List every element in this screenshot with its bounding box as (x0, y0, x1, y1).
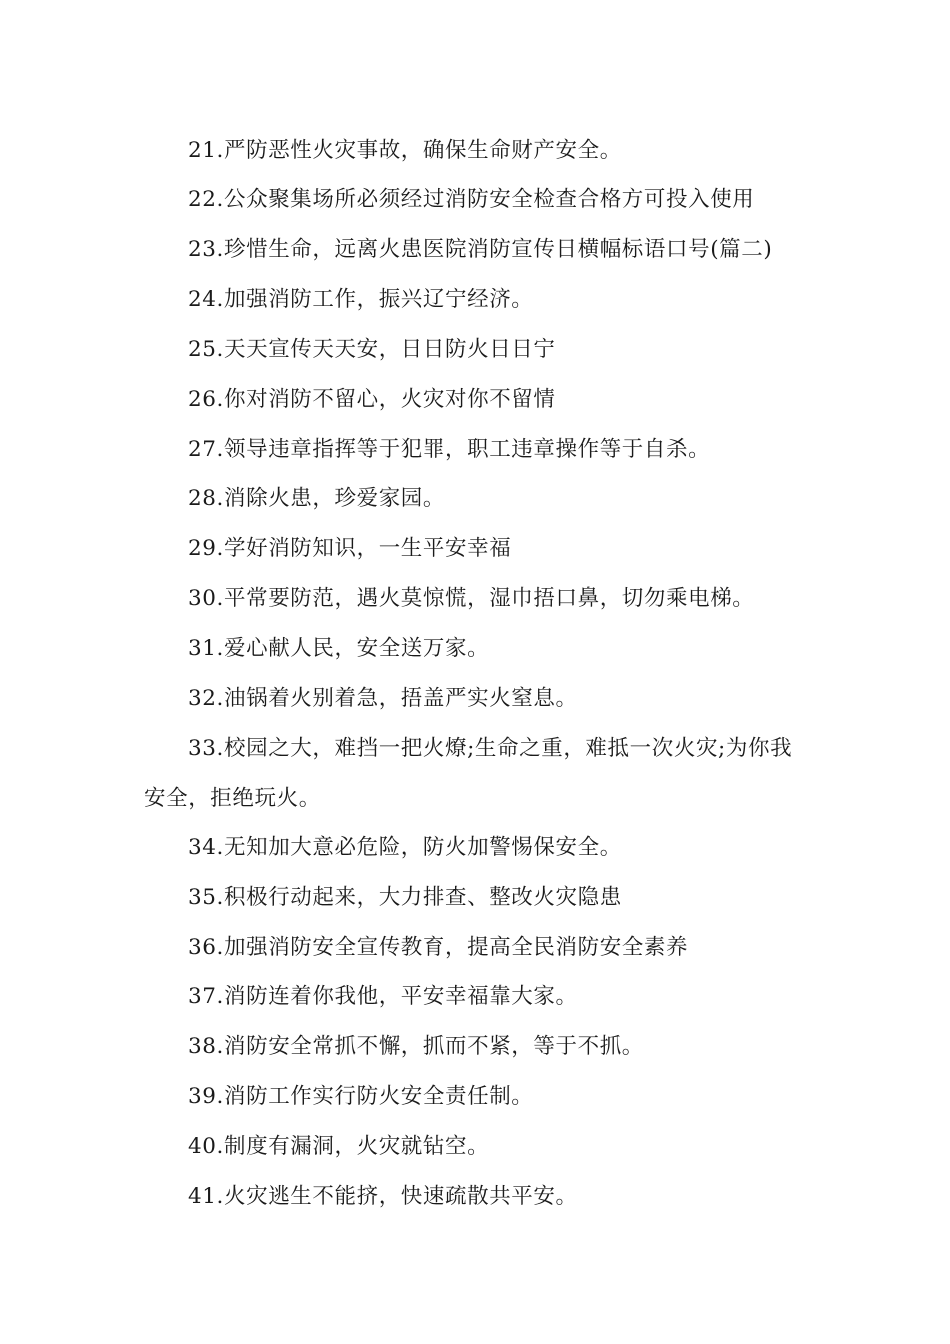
slogan-21: 21.严防恶性火灾事故，确保生命财产安全。 (188, 138, 622, 163)
slogan-40: 40.制度有漏洞，火灾就钻空。 (188, 1134, 490, 1159)
slogan-31: 31.爱心献人民，安全送万家。 (188, 636, 490, 661)
slogan-37: 37.消防连着你我他，平安幸福靠大家。 (188, 984, 578, 1009)
slogan-24: 24.加强消防工作，振兴辽宁经济。 (188, 287, 534, 312)
slogan-36: 36.加强消防安全宣传教育，提高全民消防安全素养 (188, 935, 689, 960)
slogan-28: 28.消除火患，珍爱家园。 (188, 486, 445, 511)
slogan-29: 29.学好消防知识，一生平安幸福 (188, 536, 512, 561)
slogan-33 (144, 736, 793, 811)
slogan-25: 25.天天宣传天天安，日日防火日日宁 (188, 337, 556, 362)
slogan-38: 38.消防安全常抓不懈，抓而不紧，等于不抓。 (188, 1034, 644, 1059)
slogan-35: 35.积极行动起来，大力排查、整改火灾隐患 (188, 885, 622, 910)
slogan-41: 41.火灾逃生不能挤，快速疏散共平安。 (188, 1184, 578, 1209)
slogan-26: 26.你对消防不留心，火灾对你不留情 (188, 387, 556, 412)
slogan-33-line-1: 33.校园之大，难挡一把火燎;生命之重，难抵一次火灾;为你我 (188, 736, 793, 761)
slogan-34: 34.无知加大意必危险，防火加警惕保安全。 (188, 835, 622, 860)
slogan-23: 23.珍惜生命，远离火患医院消防宣传日横幅标语口号(篇二) (188, 237, 773, 262)
slogan-39: 39.消防工作实行防火安全责任制。 (188, 1084, 534, 1109)
slogan-33-line-2: 安全，拒绝玩火。 (144, 786, 321, 811)
slogan-32: 32.油锅着火别着急，捂盖严实火窒息。 (188, 686, 578, 711)
slogan-30: 30.平常要防范，遇火莫惊慌，湿巾捂口鼻，切勿乘电梯。 (188, 586, 755, 611)
slogan-27: 27.领导违章指挥等于犯罪，职工违章操作等于自杀。 (188, 437, 711, 462)
slogan-22: 22.公众聚集场所必须经过消防安全检查合格方可投入使用 (188, 187, 755, 212)
